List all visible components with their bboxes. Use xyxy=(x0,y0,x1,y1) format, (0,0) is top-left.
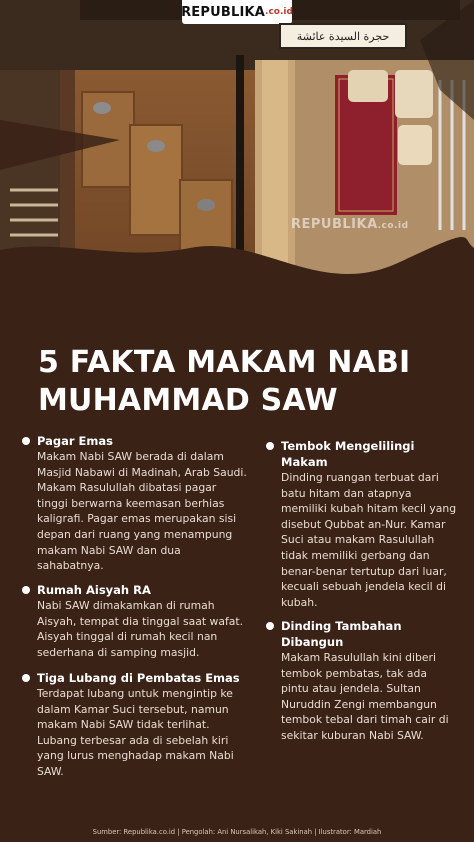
fact-item-tiga-lubang xyxy=(22,670,248,780)
watermark-brand: REPUBLIKA xyxy=(291,217,378,232)
fact-body: Terdapat lubang untuk mengintip ke dalam Kamar Suci tersebut, namun makam Nabi SAW tidak terlihat. Lubang terbesar ada di sebelah kiri yang lurus menghadap makam Nabi SAW. xyxy=(37,687,234,778)
fact-body: Makam Rasulullah kini diberi tembok pembatas, tak ada pintu atau jendela. Sultan Nuruddin Zengi membangun tembok tebal dari timah cair di sekitar kuburan Nabi SAW. xyxy=(281,651,449,742)
fact-body: Dinding ruangan terbuat dari batu hitam dan atapnya memiliki kubah hitam kecil yang disebut Qubbat an-Nur. Kamar Suci atau makam Rasulullah tidak memiliki gerbang dan benar-benar tertutup dari luar, kecuali sebuah jendela kecil di kubah. xyxy=(281,471,457,609)
fact-title: Pagar Emas xyxy=(37,434,113,448)
fact-item-dinding-tambahan xyxy=(266,618,458,744)
title-line-1: 5 FAKTA MAKAM NABI xyxy=(38,345,411,380)
fact-item-tembok xyxy=(266,438,458,610)
watermark-tld: .co.id xyxy=(377,221,409,231)
watermark xyxy=(291,217,409,232)
fact-title: Tiga Lubang di Pembatas Emas xyxy=(37,671,240,685)
republika-logo xyxy=(182,0,292,24)
bullet-icon xyxy=(22,586,30,594)
fact-title: Dinding Tambahan Dibangun xyxy=(281,619,402,649)
fact-body: Nabi SAW dimakamkan di rumah Aisyah, tempat dia tinggal saat wafat. Aisyah tinggal di rumah kecil nan sederhana di samping masjid. xyxy=(37,599,244,659)
bullet-icon xyxy=(22,437,30,445)
bullet-icon xyxy=(266,622,274,630)
fact-title: Tembok Mengelilingi Makam xyxy=(281,439,415,469)
fact-body: Makam Nabi SAW berada di dalam Masjid Nabawi di Madinah, Arab Saudi. Makam Rasulullah dibatasi pagar tinggi berwarna keemasan berhias kaligrafi. Pagar emas merupakan sisi depan dari ruang yang menampung makam Nabi SAW dan dua sahabatnya. xyxy=(37,450,247,573)
fact-title: Rumah Aisyah RA xyxy=(37,583,151,597)
tomb-photo xyxy=(0,0,474,350)
bullet-icon xyxy=(22,674,30,682)
page-title xyxy=(38,344,458,420)
credits-footer: Sumber: Republika.co.id | Pengolah: Ani Nursalikah, Kiki Sakinah | Ilustrator: Mardiah xyxy=(92,828,382,836)
logo-tld: .co.id xyxy=(265,7,293,17)
arabic-sign: حجرة السيدة عائشة xyxy=(279,23,407,49)
fact-item-rumah-aisyah xyxy=(22,582,248,660)
title-line-2: MUHAMMAD SAW xyxy=(38,383,338,418)
fact-item-pagar-emas xyxy=(22,433,248,574)
logo-brand: REPUBLIKA xyxy=(181,4,266,20)
bullet-icon xyxy=(266,442,274,450)
